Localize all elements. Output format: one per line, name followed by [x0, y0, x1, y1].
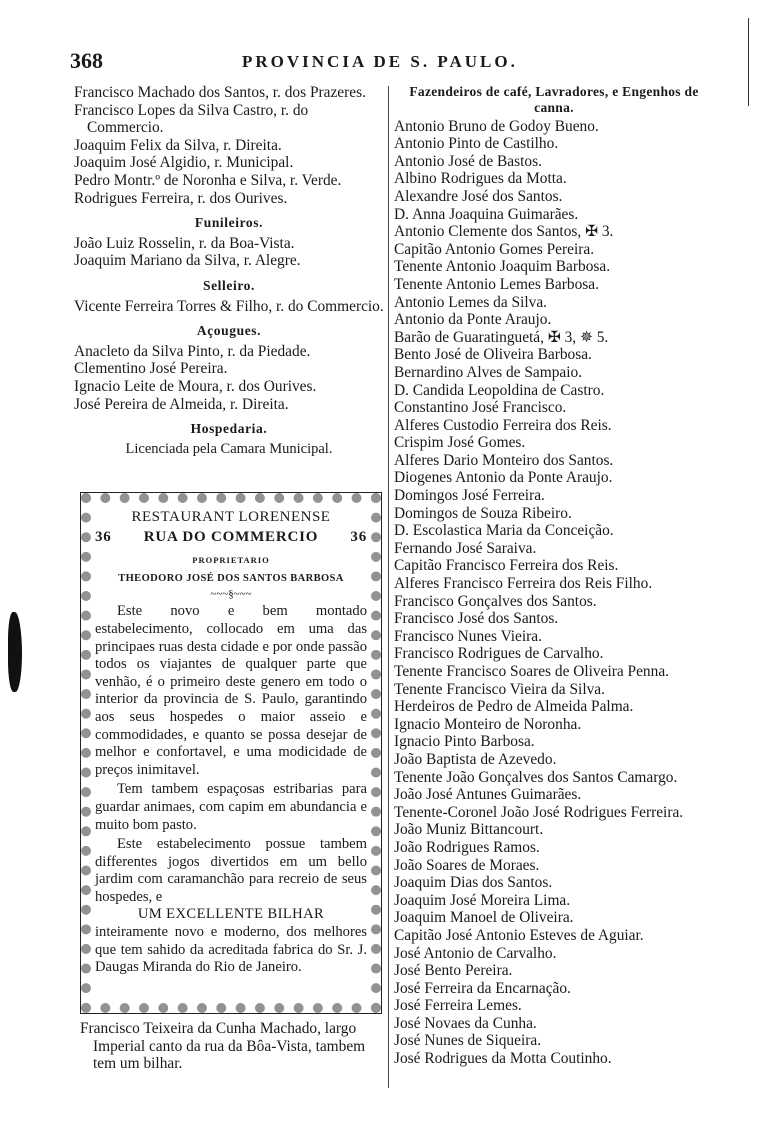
list-item: Francisco Teixeira da Cunha Machado, largo Imperial canto da rua da Bôa-Vista, tambem tem um bilhar.: [80, 1020, 366, 1073]
list-item: Clementino José Pereira.: [74, 360, 228, 378]
list-item: Capitão Francisco Ferreira dos Reis.: [394, 557, 619, 575]
list-item: Bernardino Alves de Sampaio.: [394, 363, 583, 381]
list-item: Constantino José Francisco.: [394, 399, 567, 417]
list-item: Tenente Francisco Vieira da Silva.: [394, 680, 605, 698]
ad-highlight: UM EXCELLENTE BILHAR: [137, 906, 325, 923]
ad-paragraph: Tem tambem espaçosas estribarias para guardar animaes, com capim em abundancia e muito bom pasto.: [95, 781, 367, 833]
ad-street: RUA DO COMMERCIO: [143, 528, 319, 545]
list-item: João Muniz Bittancourt.: [394, 821, 544, 839]
list-item: Tenente Antonio Joaquim Barbosa.: [394, 258, 611, 276]
list-item: Tenente Antonio Lemes Barbosa.: [394, 275, 599, 293]
list-item: Crispim José Gomes.: [394, 434, 526, 452]
list-item: Barão de Guaratinguetá, ✠ 3, ✵ 5.: [394, 328, 609, 346]
ad-restaurant-name: RESTAURANT LORENENSE: [131, 509, 331, 525]
list-item: Anacleto da Silva Pinto, r. da Piedade.: [74, 342, 311, 360]
margin-rule: [748, 18, 749, 106]
list-item: Domingos José Ferreira.: [394, 487, 545, 505]
list-item: Ignacio Leite de Moura, r. dos Ourives.: [74, 377, 317, 395]
list-item: Fernando José Saraiva.: [394, 539, 537, 557]
list-item: Alferes Dario Monteiro dos Santos.: [394, 451, 614, 469]
list-item: Rodrigues Ferreira, r. dos Ourives.: [74, 189, 288, 207]
section-heading-acougues: Açougues.: [196, 323, 262, 339]
ad-owner-label: PROPRIETARIO: [192, 555, 270, 566]
list-item: Joaquim Felix da Silva, r. Direita.: [74, 136, 282, 154]
list-item: José Nunes de Siqueira.: [394, 1032, 542, 1050]
column-divider: [388, 86, 389, 1088]
list-item: D. Escolastica Maria da Conceição.: [394, 522, 614, 540]
page-title: PROVINCIA DE S. PAULO.: [242, 52, 518, 71]
list-item: Francisco Rodrigues de Carvalho.: [394, 645, 604, 663]
list-item: João Rodrigues Ramos.: [394, 838, 540, 856]
ad-paragraph: Este novo e bem montado estabelecimento, collocado em uma das principaes ruas desta cidade e por onde passão todos os viajantes de qualquer parte que venhão, é o primeiro deste genero em todo o interior da provincia de S. Paulo, garantindo aos seus hospedes o maior asseio e commodidades, e quanto se possa desejar de melhor e confortavel, e uma modicidade de preços inimitavel.: [95, 603, 367, 778]
list-item: Ignacio Pinto Barbosa.: [394, 733, 535, 751]
list-item: Alexandre José dos Santos.: [394, 187, 563, 205]
list-item: Joaquim Dias dos Santos.: [394, 874, 553, 892]
list-item: Antonio Bruno de Godoy Bueno.: [394, 117, 599, 135]
list-item: Francisco Lopes da Silva Castro, r. do Commercio.: [74, 101, 309, 137]
ad-number-right: 36: [350, 528, 367, 545]
ad-owner: THEODORO JOSÉ DOS SANTOS BARBOSA: [118, 572, 344, 584]
list-item: Francisco Machado dos Santos, r. dos Prazeres.: [74, 84, 366, 101]
list-item: Ignacio Monteiro de Noronha.: [394, 715, 582, 733]
restaurant-advertisement: [80, 492, 382, 1014]
list-item: João Luiz Rosselin, r. da Boa-Vista.: [74, 234, 295, 252]
list-item: Joaquim Manoel de Oliveira.: [394, 909, 574, 927]
list-item: Antonio da Ponte Araujo.: [394, 311, 552, 329]
section-heading-fazendeiros: Fazendeiros de café, Lavradores, e Engenhos de canna.: [409, 84, 699, 115]
list-item: João Baptista de Azevedo.: [394, 750, 557, 768]
list-item: João Soares de Moraes.: [394, 856, 540, 874]
page-number: 368: [70, 48, 103, 73]
list-item: José Pereira de Almeida, r. Direita.: [74, 395, 289, 413]
right-column: [394, 84, 714, 1068]
fazendeiros-list: [394, 118, 714, 1068]
ad-paragraph: inteiramente novo e moderno, dos melhores que tem sahido da acreditada fabrica do Sr. J. Daugas Miranda do Rio de Janeiro.: [95, 924, 367, 976]
list-item: Albino Rodrigues da Motta.: [394, 170, 567, 188]
list-item: Alferes Custodio Ferreira dos Reis.: [394, 416, 612, 434]
list-item: José Novaes da Cunha.: [394, 1014, 537, 1032]
list-item: Antonio Lemes da Silva.: [394, 293, 548, 311]
list-item: Bento José de Oliveira Barbosa.: [394, 346, 592, 364]
ad-number-left: 36: [95, 528, 112, 545]
list-item: João José Antunes Guimarães.: [394, 786, 582, 804]
list-item: José Ferreira Lemes.: [394, 997, 522, 1015]
list-item: Diogenes Antonio da Ponte Araujo.: [394, 469, 613, 487]
list-item: Tenente Francisco Soares de Oliveira Penna.: [394, 663, 670, 680]
section-heading-hospedaria: Hospedaria.: [190, 421, 268, 437]
hospedaria-note: Licenciada pela Camara Municipal.: [125, 440, 333, 457]
list-item: José Antonio de Carvalho.: [394, 944, 557, 962]
ink-blot: [8, 612, 22, 692]
list-item: Antonio Clemente dos Santos, ✠ 3.: [394, 223, 614, 241]
ad-ornament: ~~~§~~~: [210, 588, 252, 601]
list-item: Vicente Ferreira Torres & Filho, r. do Commercio.: [74, 297, 384, 315]
list-item: José Bento Pereira.: [394, 962, 513, 980]
list-item: Antonio José de Bastos.: [394, 152, 542, 170]
list-item: Francisco Gonçalves dos Santos.: [394, 592, 597, 610]
ad-address: [95, 529, 367, 547]
list-item: Domingos de Souza Ribeiro.: [394, 504, 572, 522]
list-item: Capitão José Antonio Esteves de Aguiar.: [394, 926, 644, 944]
list-item: Tenente-Coronel João José Rodrigues Ferreira.: [394, 803, 684, 821]
section-heading-selleiro: Selleiro.: [202, 277, 256, 293]
section-heading-funileiros: Funileiros.: [194, 215, 264, 231]
list-item: Joaquim Mariano da Silva, r. Alegre.: [74, 252, 301, 270]
list-item: Tenente João Gonçalves dos Santos Camargo.: [394, 768, 678, 786]
list-item: José Ferreira da Encarnação.: [394, 979, 571, 997]
left-column: [74, 84, 384, 458]
list-item: Herdeiros de Pedro de Almeida Palma.: [394, 698, 634, 716]
list-item: Pedro Montr.º de Noronha e Silva, r. Verde.: [74, 171, 342, 189]
list-item: Francisco José dos Santos.: [394, 610, 559, 628]
list-item: D. Anna Joaquina Guimarães.: [394, 205, 579, 223]
left-bottom-entry: [80, 1020, 386, 1073]
ad-paragraph: Este estabelecimento possue tambem differentes jogos divertidos em um bello jardim com caramanchão para recreio de seus hospedes, e: [95, 836, 367, 905]
list-item: Capitão Antonio Gomes Pereira.: [394, 240, 595, 258]
list-item: Alferes Francisco Ferreira dos Reis Filho.: [394, 575, 653, 593]
list-item: Joaquim José Moreira Lima.: [394, 891, 571, 909]
list-item: Francisco Nunes Vieira.: [394, 627, 542, 645]
list-item: D. Candida Leopoldina de Castro.: [394, 381, 605, 399]
list-item: Joaquim José Algidio, r. Municipal.: [74, 154, 294, 172]
list-item: Antonio Pinto de Castilho.: [394, 135, 559, 153]
list-item: José Rodrigues da Motta Coutinho.: [394, 1050, 612, 1068]
